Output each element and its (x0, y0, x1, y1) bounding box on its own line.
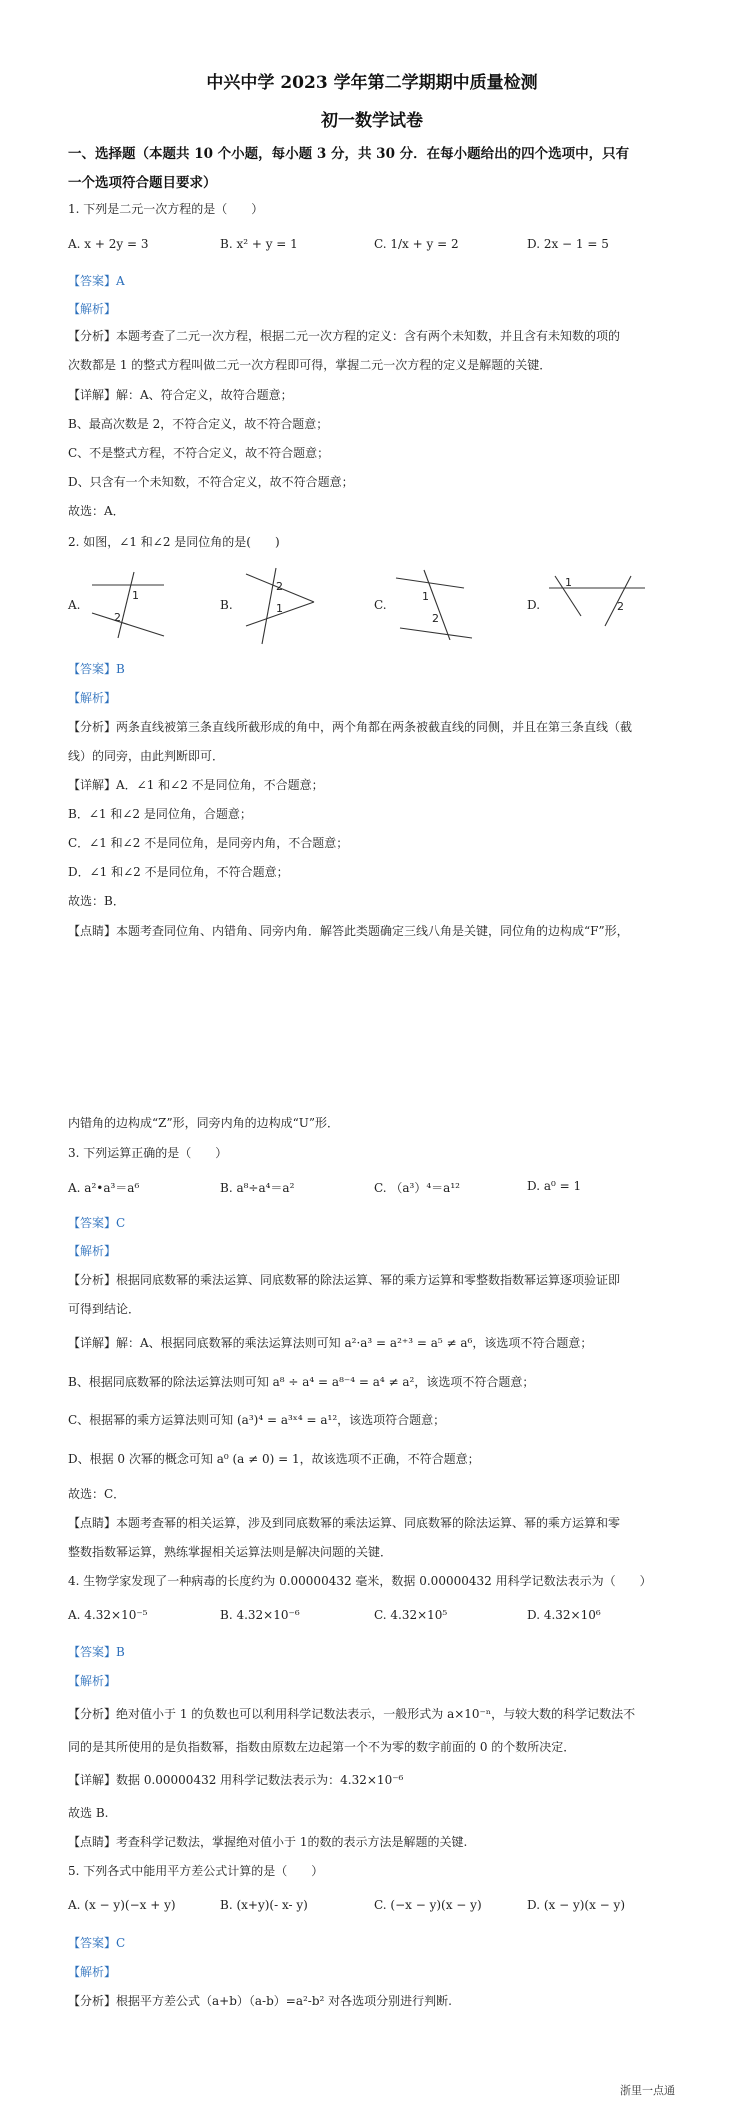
q2-detail-line1: 【详解】A．∠1 和∠2 不是同位角，不合题意； (68, 778, 324, 792)
q5-answer: 【答案】C (68, 1936, 126, 1950)
q5-stem: 5. 下列各式中能用平方差公式计算的是（ ） (68, 1864, 324, 1878)
q2-answer: 【答案】B (68, 662, 125, 676)
q4-detail-line1: 【详解】数据 0.00000432 用科学记数法表示为：4.32×10⁻⁶ (68, 1773, 404, 1787)
q2-stem: 2. 如图，∠1 和∠2 是同位角的是( ) (68, 535, 280, 549)
q4-option-a: A. 4.32×10⁻⁵ (68, 1608, 148, 1622)
q4-choice: 故选 B. (68, 1806, 109, 1820)
fig-c-transversal (424, 570, 450, 640)
fig-a-label-2: 2 (114, 611, 121, 624)
q1-answer: 【答案】A (68, 274, 125, 288)
q4-stem: 4. 生物学家发现了一种病毒的长度约为 0.00000432 毫米，数据 0.00000432 用科学记数法表示为（ ） (68, 1574, 652, 1588)
q2-detail-line2: B．∠1 和∠2 是同位角，合题意； (68, 807, 252, 821)
q5-option-c: C. (−x − y)(x − y) (374, 1898, 482, 1912)
q1-detail-line1: 【详解】解：A、符合定义，故符合题意； (68, 388, 293, 402)
section-heading-line1: 一、选择题（本题共 10 个小题，每小题 3 分，共 30 分．在每小题给出的四个选项中，只有 (68, 146, 630, 162)
q4-analysis-tag: 【解析】 (68, 1674, 117, 1688)
q4-analysis-line1: 【分析】绝对值小于 1 的负数也可以利用科学记数法表示，一般形式为 a×10⁻ⁿ，与较大数的科学记数法不 (68, 1707, 636, 1721)
q2-option-b-label: B. (220, 598, 233, 612)
q3-detail-line4: D、根据 0 次幂的概念可知 a⁰ (a ≠ 0) = 1，故该选项不正确，不符合题意； (68, 1452, 480, 1466)
q1-analysis-line1: 【分析】本题考查了二元一次方程，根据二元一次方程的定义：含有两个未知数，并且含有未知数的项的 (68, 329, 621, 343)
q3-stem: 3. 下列运算正确的是（ ） (68, 1146, 228, 1160)
q3-option-d: D. a⁰ = 1 (527, 1179, 582, 1193)
q3-detail-line1: 【详解】解：A、根据同底数幂的乘法运算法则可知 a²·a³ = a²⁺³ = a⁵ ≠ a⁶，该选项不符合题意； (68, 1336, 593, 1350)
q1-analysis-line2: 次数都是 1 的整式方程叫做二元一次方程即可得，掌握二元一次方程的定义是解题的关键． (68, 358, 552, 372)
fig-a-transversal (118, 572, 134, 638)
q1-option-d: D. 2x − 1 = 5 (527, 237, 609, 251)
q1-detail-line4: D、只含有一个未知数，不符合定义，故不符合题意； (68, 475, 354, 489)
q1-detail-line2: B、最高次数是 2，不符合定义，故不符合题意； (68, 417, 329, 431)
footer-watermark: 浙里一点通 (620, 2084, 675, 2097)
q2-option-a-label: A. (68, 598, 81, 612)
q1-detail-line3: C、不是整式方程，不符合定义，故不符合题意； (68, 446, 330, 460)
fig-a-label-1: 1 (132, 589, 139, 602)
q2-choice: 故选：B． (68, 894, 125, 908)
q2-detail-line3: C．∠1 和∠2 不是同位角，是同旁内角，不合题意； (68, 836, 349, 850)
fig-c-line-bottom (400, 628, 472, 638)
fig-c-label-1: 1 (422, 590, 429, 603)
q3-choice: 故选：C． (68, 1487, 126, 1501)
q2-detail-line4: D．∠1 和∠2 不是同位角，不符合题意； (68, 865, 289, 879)
q2-comment-line1: 【点睛】本题考查同位角、内错角、同旁内角．解答此类题确定三线八角是关键，同位角的边构成“F”形， (68, 924, 629, 938)
q2-comment-line2: 内错角的边构成“Z”形，同旁内角的边构成“U”形． (68, 1116, 339, 1130)
q3-comment-line2: 整数指数幂运算，熟练掌握相关运算法则是解决问题的关键． (68, 1545, 393, 1559)
q1-choice: 故选：A． (68, 504, 125, 518)
q3-detail-line2: B、根据同底数幂的除法运算法则可知 a⁸ ÷ a⁴ = a⁸⁻⁴ = a⁴ ≠ a²，该选项不符合题意； (68, 1375, 535, 1389)
q2-figure-c (392, 568, 482, 640)
q1-stem: 1. 下列是二元一次方程的是（ ） (68, 202, 264, 216)
q3-analysis-line1: 【分析】根据同底数幂的乘法运算、同底数幂的除法运算、幂的乘方运算和零整数指数幂运算逐项验证即 (68, 1273, 621, 1287)
q1-option-c: C. 1/x + y = 2 (374, 237, 459, 251)
q2-analysis-tag: 【解析】 (68, 691, 117, 705)
q3-option-a: A. a²•a³＝a⁶ (68, 1181, 140, 1195)
fig-c-label-2: 2 (432, 612, 439, 625)
q3-analysis-line2: 可得到结论． (68, 1302, 141, 1316)
fig-b-label-1: 1 (276, 602, 283, 615)
q5-option-b: B. (x+y)(- x- y) (220, 1898, 308, 1912)
q4-comment-line1: 【点睛】考查科学记数法，掌握绝对值小于 1的数的表示方法是解题的关键. (68, 1835, 468, 1849)
q5-analysis-line1: 【分析】根据平方差公式（a+b）（a-b）=a²-b² 对各选项分别进行判断. (68, 1994, 452, 2008)
fig-d-label-1: 1 (565, 576, 572, 589)
q5-option-a: A. (x − y)(−x + y) (68, 1898, 176, 1912)
q4-answer: 【答案】B (68, 1645, 125, 1659)
q4-option-b: B. 4.32×10⁻⁶ (220, 1608, 300, 1622)
q1-option-b: B. x² + y = 1 (220, 237, 298, 251)
q4-option-d: D. 4.32×10⁶ (527, 1608, 601, 1622)
q3-option-b: B. a⁸÷a⁴＝a² (220, 1181, 295, 1195)
q3-detail-line3: C、根据幂的乘方运算法则可知 (a³)⁴ = a³ˣ⁴ = a¹²，该选项符合题意； (68, 1413, 446, 1427)
q2-option-c-label: C. (374, 598, 387, 612)
fig-a-line-bottom (92, 613, 164, 636)
page-title: 中兴中学 2023 学年第二学期期中质量检测 (206, 73, 538, 93)
q5-option-d: D. (x − y)(x − y) (527, 1898, 626, 1912)
q2-option-d-label: D. (527, 598, 541, 612)
q5-analysis-tag: 【解析】 (68, 1965, 117, 1979)
q2-figure-b (240, 564, 330, 646)
q1-option-a: A. x + 2y = 3 (68, 237, 149, 251)
q3-option-c: C. （a³）⁴＝a¹² (374, 1181, 460, 1195)
q3-comment-line1: 【点睛】本题考查幂的相关运算，涉及到同底数幂的乘法运算、同底数幂的除法运算、幂的乘方运算和零 (68, 1516, 621, 1530)
fig-b-transversal (262, 568, 276, 644)
q1-analysis-tag: 【解析】 (68, 302, 117, 316)
q4-analysis-line2: 同的是其所使用的是负指数幂，指数由原数左边起第一个不为零的数字前面的 0 的个数所决定． (68, 1740, 576, 1754)
q4-option-c: C. 4.32×10⁵ (374, 1608, 448, 1622)
q2-analysis-line2: 线）的同旁，由此判断即可． (68, 749, 225, 763)
q2-figure-a (88, 568, 178, 640)
q3-answer: 【答案】C (68, 1216, 126, 1230)
section-heading-line2: 一个选项符合题目要求） (68, 175, 217, 191)
page-subtitle: 初一数学试卷 (321, 111, 423, 131)
fig-b-label-2: 2 (276, 580, 283, 593)
q2-figure-d (545, 572, 655, 634)
fig-d-label-2: 2 (617, 600, 624, 613)
q3-analysis-tag: 【解析】 (68, 1244, 117, 1258)
q2-analysis-line1: 【分析】两条直线被第三条直线所截形成的角中，两个角都在两条被截直线的同侧，并且在第三条直线（截 (68, 720, 633, 734)
